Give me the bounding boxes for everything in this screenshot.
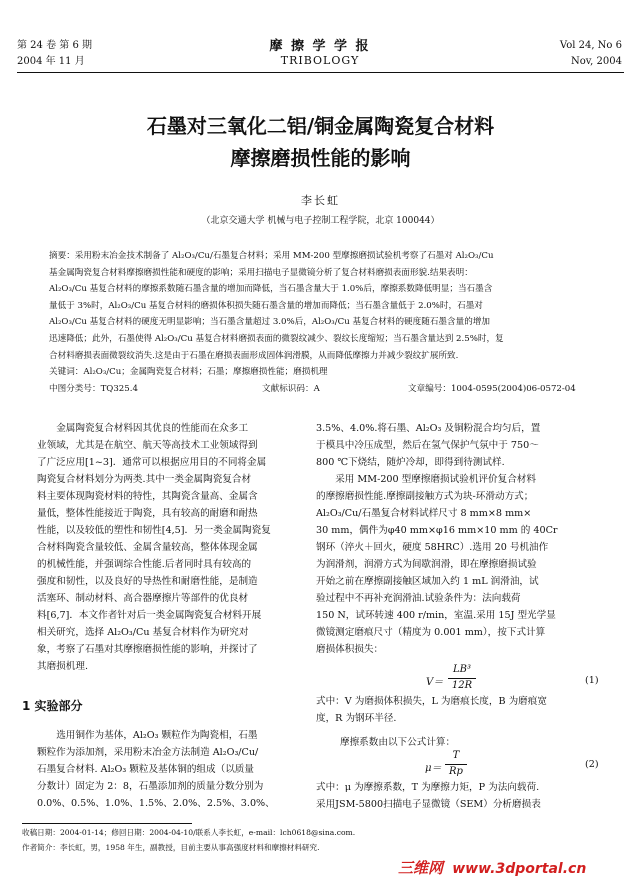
method-line: 于模具中冷压成型，然后在氢气保护气氛中于 750～ xyxy=(316,440,539,451)
method-line: 的摩擦磨损性能.摩擦副接触方式为块-环滑动方式； xyxy=(316,491,534,502)
footnote-rule xyxy=(22,823,192,824)
section-heading: 1 实验部分 xyxy=(22,699,83,713)
intro-line: 业领域，尤其是在航空、航天等高技术工业领域得到 xyxy=(37,440,258,451)
eq1-desc-line: 度，R 为钢环半径. xyxy=(316,713,397,724)
intro-line: 合材料陶瓷含量较低、金属含量较高，整体体现金属 xyxy=(37,542,258,553)
exp-line: 0.0%、0.5%、1.0%、1.5%、2.0%、2.5%、3.0%、 xyxy=(37,798,275,809)
experimental-section xyxy=(37,727,305,812)
eq2-fraction-bar xyxy=(445,764,467,765)
journal-name-en: TRIBOLOGY xyxy=(280,54,360,67)
eq2-description xyxy=(316,779,596,813)
method-line: 3.5%、4.0%.将石墨、Al₂O₃ 及铜粉混合均匀后，置 xyxy=(316,423,541,434)
intro-line: 相关研究，选择 Al₂O₃/Cu 基复合材料作为研究对 xyxy=(37,627,249,638)
header-rule xyxy=(17,72,624,73)
intro-line: 料主要体现陶瓷材料的特性，其陶瓷含量高、金属含 xyxy=(37,491,258,502)
abstract-line: Al₂O₃/Cu 基复合材料的摩擦系数随石墨含量的增加而降低，当石墨含量大于 1.0%后，摩擦系数降低明显；当石墨含 xyxy=(49,284,493,295)
method-line: 150 N，试环转速 400 r/min，室温.采用 15J 型光学显 xyxy=(316,610,556,621)
eq1-fraction-bar xyxy=(448,678,476,679)
method-line: 为润滑剂，润滑方式为间歇润滑，即在摩擦磨损试验 xyxy=(316,559,537,570)
intro-line: 其磨损机理. xyxy=(37,661,89,672)
abstract-line: 量低于 3%时，Al₂O₃/Cu 基复合材料的磨损体积损失随石墨含量的增加而降低；当石墨含量低于 2.0%时，石墨对 xyxy=(49,300,483,311)
method-line: 800 ℃下烧结，随炉冷却，即得到待测试样. xyxy=(316,457,505,468)
received-date: 收稿日期：2004-01-14；修回日期：2004-04-10/联系人李长虹，e-mail：lch0618@sina.com. xyxy=(22,828,356,837)
abstract-line: 基金属陶瓷复合材料摩擦磨损性能和硬度的影响；采用扫描电子显微镜分析了复合材料磨损表面形貌.结果表明： xyxy=(49,267,473,278)
document-code: 文献标识码：A xyxy=(262,384,320,394)
eq2-desc-line: 采用JSM-5800扫描电子显微镜（SEM）分析磨损表 xyxy=(316,799,541,810)
eq2-lhs: μ＝ xyxy=(425,763,442,774)
exp-line: 选用铜作为基体，Al₂O₃ 颗粒作为陶瓷相，石墨 xyxy=(56,730,258,741)
abstract-line: 迅速降低；此外，石墨使得 Al₂O₃/Cu 基复合材料磨损表面的微裂纹减少、裂纹长度缩短；当石墨含量达到 2.5%时，复 xyxy=(49,333,504,344)
affiliation: （北京交通大学 机械与电子控制工程学院，北京 100044） xyxy=(201,216,440,226)
clc-number: 中图分类号：TQ325.4 xyxy=(49,384,138,394)
paper-title-line2: 摩擦磨损性能的影响 xyxy=(230,146,411,170)
eq2-number: (2) xyxy=(585,759,599,770)
intro-line: 象，考察了石墨对其摩擦磨损性能的影响，并探讨了 xyxy=(37,644,258,655)
issue-date-en: Nov, 2004 xyxy=(570,56,622,67)
eq1-description xyxy=(316,693,596,727)
method-line: 30 mm，偶件为φ40 mm×φ16 mm×10 mm 的 40Cr xyxy=(316,525,558,536)
intro-line: 强度和韧性，以及良好的导热性和耐磨性能，是制造 xyxy=(37,576,258,587)
journal-name-cn: 摩 擦 学 学 报 xyxy=(269,39,371,54)
exp-line: 分数计）固定为 2：8，石墨添加剂的质量分数分别为 xyxy=(37,781,264,792)
eq1-lhs: V＝ xyxy=(426,677,444,688)
intro-line: 料[6,7]．本文作者针对后一类金属陶瓷复合材料开展 xyxy=(37,610,262,621)
exp-line: 颗粒作为添加剂，采用粉末冶金方法制造 Al₂O₃/Cu/ xyxy=(37,747,259,758)
volume-issue-en: Vol 24, No 6 xyxy=(559,40,622,51)
method-text-a xyxy=(316,420,596,471)
intro-line: 量低，整体性能接近于陶瓷，具有较高的耐磨和耐热 xyxy=(37,508,258,519)
method-text-b xyxy=(316,471,596,658)
watermark xyxy=(398,857,586,878)
eq1-denominator: 12R xyxy=(451,680,473,691)
eq1-numerator: LB³ xyxy=(453,664,471,675)
method-line: 钢环（淬火＋回火，硬度 58HRC）.选用 20 号机油作 xyxy=(316,542,549,553)
method-line: 磨损体积损失： xyxy=(316,644,384,655)
abstract-line: Al₂O₃/Cu 基复合材料的硬度无明显影响；当石墨含量超过 3.0%后，Al₂O₃/Cu 基复合材料的硬度随石墨含量的增加 xyxy=(49,317,490,328)
author-bio: 作者简介：李长虹，男，1958 年生，副教授，目前主要从事高强度材料和摩擦材料研究. xyxy=(22,843,320,852)
volume-issue: 第 24 卷 第 6 期 xyxy=(17,40,92,51)
method-line: 微镜测定磨痕尺寸（精度为 0.001 mm），按下式计算 xyxy=(316,627,546,638)
watermark-cn: 三维网 xyxy=(398,859,444,877)
intro-line: 的机械性能，并强调综合性能.后者同时具有较高的 xyxy=(37,559,252,570)
abstract xyxy=(49,248,599,381)
method-line: 开始之前在摩擦副接触区域加入约 1 mL 润滑油，试 xyxy=(316,576,539,587)
keywords: 关键词：Al₂O₃/Cu；金属陶瓷复合材料；石墨；摩擦磨损性能；磨损机理 xyxy=(49,367,328,378)
intro-line: 了广泛应用[1~3]．通常可以根据应用目的不同将金属 xyxy=(37,457,267,468)
abstract-line: 合材料磨损表面微裂纹消失.这是由于石墨在磨损表面形成固体润滑膜，从而降低摩擦力并减少裂纹扩展所致. xyxy=(49,350,459,361)
watermark-url: www.3dportal.cn xyxy=(452,861,587,877)
friction-intro: 摩擦系数由以下公式计算： xyxy=(340,737,456,748)
article-number: 文章编号：1004-0595(2004)06-0572-04 xyxy=(408,384,576,394)
exp-line: 石墨复合材料. Al₂O₃ 颗粒及基体铜的组成（以质量 xyxy=(37,764,254,775)
method-line: 验过程中不再补充润滑油.试验条件为：法向载荷 xyxy=(316,593,521,604)
introduction xyxy=(37,420,305,675)
eq2-denominator: Rp xyxy=(449,766,463,777)
issue-date: 2004 年 11 月 xyxy=(17,56,85,67)
eq2-numerator: T xyxy=(452,750,460,761)
intro-line: 陶瓷复合材料划分为两类.其中一类金属陶瓷复合材 xyxy=(37,474,252,485)
intro-line: 金属陶瓷复合材料因其优良的性能而在众多工 xyxy=(56,423,249,434)
method-line: 采用 MM-200 型摩擦磨损试验机评价复合材料 xyxy=(335,474,536,485)
method-line: Al₂O₃/Cu/石墨复合材料试样尺寸 8 mm×8 mm× xyxy=(316,508,532,519)
eq1-desc-line: 式中：V 为磨损体积损失，L 为磨痕长度，B 为磨痕宽 xyxy=(316,696,547,707)
eq2-desc-line: 式中：μ 为摩擦系数，T 为摩擦力矩，P 为法向载荷. xyxy=(316,782,540,793)
eq1-number: (1) xyxy=(585,675,599,686)
abstract-line: 摘要：采用粉末冶金技术制备了 Al₂O₃/Cu/石墨复合材料；采用 MM-200 型摩擦磨损试验机考察了石墨对 Al₂O₃/Cu xyxy=(49,251,494,261)
intro-line: 活塞环、制动材料、高合器摩擦片等部件的优良材 xyxy=(37,593,249,604)
intro-line: 性能，以及较低的塑性和韧性[4,5]．另一类金属陶瓷复 xyxy=(37,525,271,536)
author-name: 李长虹 xyxy=(301,194,340,207)
paper-title-line1: 石墨对三氧化二铝/铜金属陶瓷复合材料 xyxy=(146,114,495,138)
